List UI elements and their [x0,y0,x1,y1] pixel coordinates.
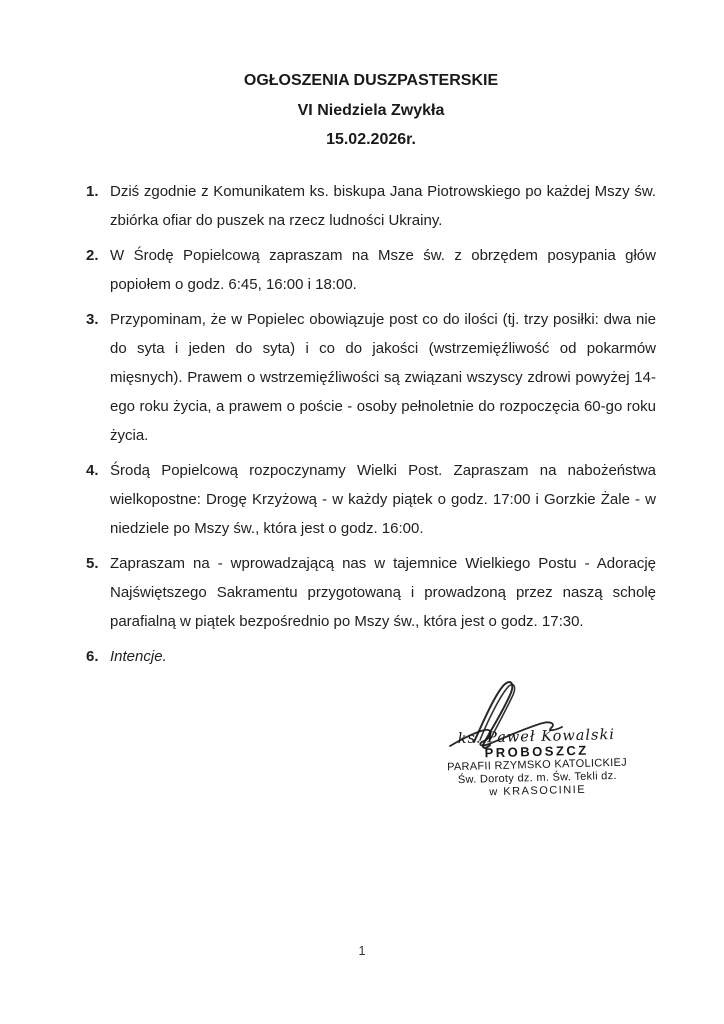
item-text: Intencje. [110,647,167,665]
stamp-role: PROBOSZCZ [484,742,589,761]
item-number: 6. [86,647,99,665]
stamp-parish-line-2: Św. Doroty dz. m. Św. Tekli dz. [457,769,617,787]
document-subtitle: VI Niedziela Zwykła [297,101,445,119]
item-text: Zapraszam na - wprowadzającą nas w tajemnice Wielkiego Postu - Adorację Najświętszego Sakramentu przygotowaną i prowadzoną przez naszą scholę parafialną w piątek bezpośrednio po Mszy św., która jest o godz. 17:30. [110,554,656,630]
item-number: 1. [86,182,99,200]
document-content [86,66,656,677]
document-title-block [86,66,656,155]
item-number: 3. [86,310,99,328]
item-number: 4. [86,461,99,479]
item-text: Przypominam, że w Popielec obowiązuje post co do ilości (tj. trzy posiłki: dwa nie do syta i jeden do syta) i co do jakości (wstrzemięźliwość od pokarmów mięsnych). Prawem o wstrzemięźliwości są związani wszyscy zdrowi powyżej 14-ego roku życia, a prawem o poście - osoby pełnoletnie do rozpoczęcia 60-go roku życia. [110,310,656,444]
document-date: 15.02.2026r. [326,131,416,148]
item-number: 5. [86,554,99,572]
stamp-parish-line-1: PARAFII RZYMSKO KATOLICKIEJ [446,756,628,774]
stamp-priest-name: ks. Paweł Kowalski [457,726,616,748]
signature-and-stamp-block [428,680,646,810]
parish-stamp [427,726,647,801]
item-text: Dziś zgodnie z Komunikatem ks. biskupa Jana Piotrowskiego po każdej Mszy św. zbiórka ofiar do puszek na rzecz ludności Ukrainy. [110,182,656,229]
announcement-item-6 [86,642,656,671]
item-number: 2. [86,246,99,264]
announcement-item-1 [86,177,656,235]
announcement-item-2 [86,241,656,299]
announcement-item-5 [86,549,656,636]
document-title: OGŁOSZENIA DUSZPASTERSKIE [243,72,499,89]
stamp-parish-line-3: w KRASOCINIE [489,783,587,799]
item-text: Środą Popielcową rozpoczynamy Wielki Post. Zapraszam na nabożeństwa wielkopostne: Drogę Krzyżową - w każdy piątek o godz. 17:00 i Gorzkie Żale - w niedziele po Mszy św., która jest o godz. 16:00. [110,461,656,537]
announcement-item-3 [86,305,656,450]
item-text: W Środę Popielcową zapraszam na Msze św. z obrzędem posypania głów popiołem o godz. 6:45, 16:00 i 18:00. [110,246,656,293]
announcement-item-4 [86,456,656,543]
page-number: 1 [358,944,366,958]
announcement-list [86,177,656,671]
